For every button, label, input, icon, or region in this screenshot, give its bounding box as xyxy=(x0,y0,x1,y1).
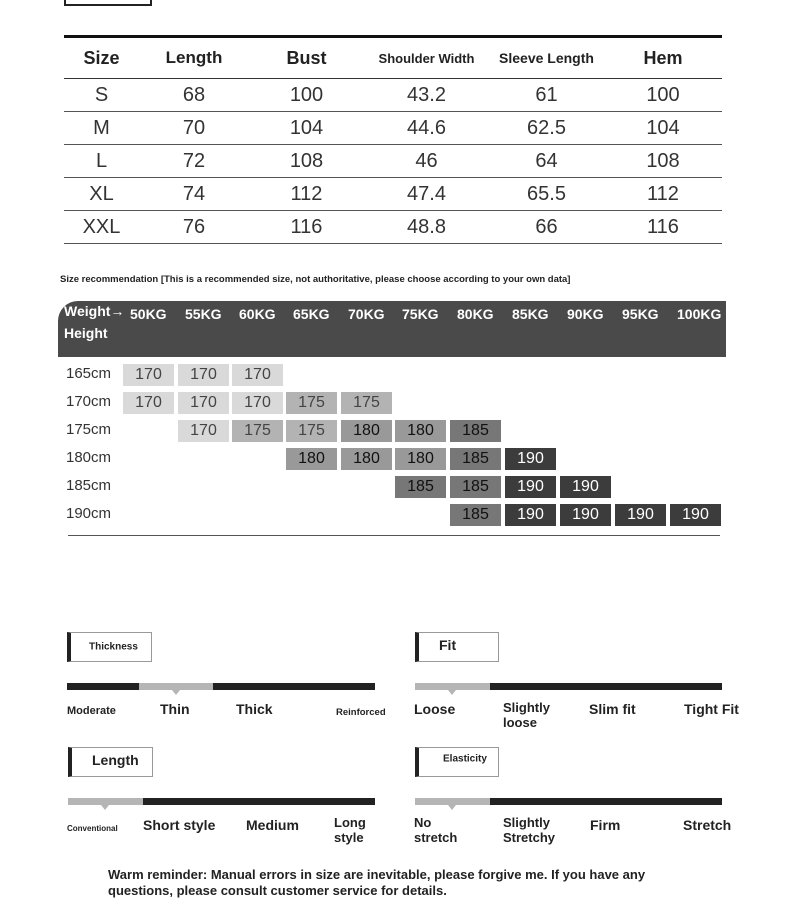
fit-marker xyxy=(448,690,456,695)
size-table-cell: 104 xyxy=(289,116,324,139)
header-hem: Hem xyxy=(643,47,683,68)
size-table-cell: 68 xyxy=(182,83,206,106)
weight-header: 55KG xyxy=(185,306,222,322)
height-axis-label: Height xyxy=(64,325,108,341)
weight-header: 95KG xyxy=(622,306,659,322)
size-table-cell: S xyxy=(94,83,109,106)
recommended-size-cell: 175 xyxy=(232,420,283,442)
header-bust: Bust xyxy=(286,47,327,68)
header-shoulder-width: Shoulder Width xyxy=(378,50,475,66)
length-marker xyxy=(101,805,109,810)
size-table-cell: 100 xyxy=(289,83,324,106)
length-selected-segment xyxy=(68,798,143,805)
size-table-cell: M xyxy=(93,116,110,139)
recommended-size-cell: 170 xyxy=(123,364,174,386)
header-size: Size xyxy=(83,47,120,68)
elasticity-option-stretch: Stretch xyxy=(683,817,732,833)
recommended-size-cell: 190 xyxy=(505,448,556,470)
elasticity-option-firm: Firm xyxy=(590,817,621,833)
length-option-long-style: Long style xyxy=(334,815,366,845)
elasticity-label: Elasticity xyxy=(443,753,487,765)
recommended-size-cell: 190 xyxy=(560,504,611,526)
size-table-header xyxy=(64,38,722,79)
height-row-label: 165cm xyxy=(66,365,112,382)
size-table xyxy=(64,35,722,244)
weight-header: 70KG xyxy=(348,306,385,322)
fit-label: Fit xyxy=(439,636,457,653)
recommended-size-cell: 170 xyxy=(123,392,174,414)
size-table-cell: 112 xyxy=(290,182,323,205)
size-table-cell: 62.5 xyxy=(527,116,566,139)
recommended-size-cell: 185 xyxy=(450,504,501,526)
size-table-cell: 104 xyxy=(646,116,680,139)
size-table-cell: 70 xyxy=(182,116,206,139)
length-option-short-style: Short style xyxy=(143,817,216,833)
thickness-option-moderate: Moderate xyxy=(67,705,116,717)
fit-option-slim-fit: Slim fit xyxy=(589,701,636,717)
size-table-cell: L xyxy=(95,149,108,172)
size-table-cell: 76 xyxy=(182,215,206,238)
recommendation-header xyxy=(58,301,726,357)
weight-header: 65KG xyxy=(293,306,330,322)
weight-header: 85KG xyxy=(512,306,549,322)
recommended-size-cell: 180 xyxy=(395,448,446,470)
fit-bar xyxy=(415,683,722,690)
size-table-cell: 72 xyxy=(182,149,206,172)
recommended-size-cell: 175 xyxy=(286,392,337,414)
size-table-cell: XL xyxy=(89,182,114,205)
elasticity-tag xyxy=(415,747,499,777)
recommended-size-cell: 190 xyxy=(560,476,611,498)
recommended-size-cell: 190 xyxy=(615,504,666,526)
recommended-size-cell: 185 xyxy=(450,476,501,498)
size-table-cell: 108 xyxy=(646,149,680,172)
size-table-cell: XXL xyxy=(82,215,121,238)
fit-option-tight-fit: Tight Fit xyxy=(684,701,739,717)
size-table-cell: 48.8 xyxy=(407,215,446,238)
height-row-label: 190cm xyxy=(66,505,112,522)
elasticity-selected-segment xyxy=(415,798,490,805)
size-table-cell: 64 xyxy=(535,149,558,172)
recommended-size-cell: 175 xyxy=(341,392,392,414)
thickness-tag xyxy=(67,632,152,662)
recommended-size-cell: 170 xyxy=(178,392,229,414)
fit-selected-segment xyxy=(415,683,490,690)
height-row-label: 170cm xyxy=(66,393,112,410)
thickness-option-thin: Thin xyxy=(160,701,190,717)
elasticity-bar xyxy=(415,798,722,805)
recommended-size-cell: 185 xyxy=(395,476,446,498)
size-table-cell: 116 xyxy=(647,215,679,238)
length-option-medium: Medium xyxy=(246,817,299,833)
thickness-bar xyxy=(67,683,375,690)
recommended-size-cell: 170 xyxy=(178,364,229,386)
fit-option-slightly-loose: Slightly loose xyxy=(503,700,550,730)
size-table-cell: 44.6 xyxy=(407,116,446,139)
size-table-cell: 61 xyxy=(535,83,558,106)
size-table-row xyxy=(64,145,722,178)
header-length: Length xyxy=(165,48,223,67)
size-table-cell: 66 xyxy=(535,215,558,238)
size-table-row xyxy=(64,112,722,145)
weight-header: 75KG xyxy=(402,306,439,322)
recommended-size-cell: 170 xyxy=(232,392,283,414)
elasticity-marker xyxy=(448,805,456,810)
weight-axis-label: Weight→ xyxy=(64,303,125,319)
fit-tag xyxy=(415,632,499,662)
thickness-selected-segment xyxy=(139,683,213,690)
thickness-label: Thickness xyxy=(89,641,138,653)
height-row-label: 185cm xyxy=(66,477,112,494)
size-table-cell: 108 xyxy=(289,149,324,172)
size-table-cell: 47.4 xyxy=(407,182,446,205)
weight-header: 100KG xyxy=(677,306,722,322)
size-table-cell: 46 xyxy=(415,149,438,172)
height-row-label: 175cm xyxy=(66,421,112,438)
top-tab-decoration xyxy=(64,0,152,6)
size-table-row xyxy=(64,178,722,211)
thickness-option-thick: Thick xyxy=(236,701,273,717)
weight-header: 80KG xyxy=(457,306,494,322)
size-table-cell: 65.5 xyxy=(527,182,566,205)
size-table-cell: 112 xyxy=(647,182,679,205)
recommended-size-cell: 185 xyxy=(450,420,501,442)
recommended-size-cell: 180 xyxy=(341,420,392,442)
recommendation-divider xyxy=(68,535,720,536)
fit-option-loose: Loose xyxy=(414,701,456,717)
recommended-size-cell: 190 xyxy=(670,504,721,526)
length-bar xyxy=(68,798,375,805)
thickness-marker xyxy=(172,690,180,695)
elasticity-option-no-stretch: No stretch xyxy=(414,815,458,845)
weight-header: 60KG xyxy=(239,306,276,322)
weight-header: 90KG xyxy=(567,306,604,322)
size-table-cell: 100 xyxy=(646,83,680,106)
recommended-size-cell: 180 xyxy=(395,420,446,442)
length-tag xyxy=(68,747,153,777)
length-option-conventional: Conventional xyxy=(67,824,118,833)
elasticity-option-slightly-stretchy: Slightly Stretchy xyxy=(503,815,556,845)
size-table-row xyxy=(64,211,722,244)
warm-reminder: Warm reminder: Manual errors in size are inevitable, please forgive me. If you have any questions, please consult customer service for details. xyxy=(108,867,646,898)
recommendation-title: Size recommendation [This is a recommended size, not authoritative, please choose according to your own data] xyxy=(60,274,571,285)
thickness-option-reinforced: Reinforced xyxy=(336,707,386,718)
recommended-size-cell: 170 xyxy=(178,420,229,442)
recommended-size-cell: 185 xyxy=(450,448,501,470)
size-table-cell: 116 xyxy=(290,215,323,238)
header-sleeve-length: Sleeve Length xyxy=(499,50,594,66)
height-row-label: 180cm xyxy=(66,449,112,466)
size-table-row xyxy=(64,79,722,112)
recommended-size-cell: 175 xyxy=(286,420,337,442)
recommended-size-cell: 180 xyxy=(341,448,392,470)
recommended-size-cell: 190 xyxy=(505,504,556,526)
length-label: Length xyxy=(92,751,139,768)
weight-header: 50KG xyxy=(130,306,167,322)
recommended-size-cell: 190 xyxy=(505,476,556,498)
recommended-size-cell: 170 xyxy=(232,364,283,386)
size-table-cell: 43.2 xyxy=(407,83,446,106)
size-table-cell: 74 xyxy=(182,182,206,205)
recommended-size-cell: 180 xyxy=(286,448,337,470)
